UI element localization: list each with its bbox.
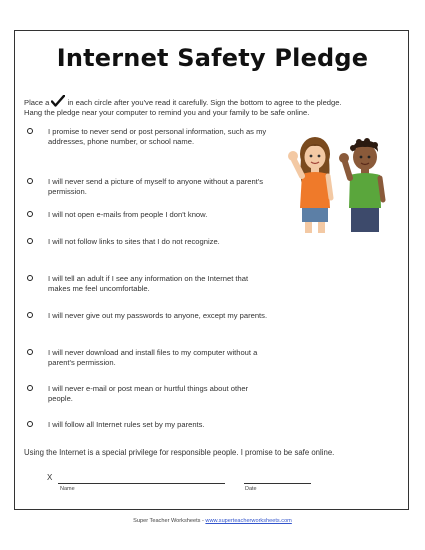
circle-bullet-icon[interactable]: [27, 128, 33, 134]
pledge-text: I promise to never send or post personal information, such as my addresses, phone number, or school name.: [48, 127, 267, 146]
pledge-item-1: [48, 127, 268, 147]
pledge-item-9: [48, 420, 268, 430]
circle-bullet-icon[interactable]: [27, 238, 33, 244]
closing-statement: Using the Internet is a special privilege for responsible people. I promise to be safe online.: [24, 448, 335, 457]
circle-bullet-icon[interactable]: [27, 211, 33, 217]
two-kids-waving-illustration: [285, 130, 395, 235]
credit-link[interactable]: www.superteacherworksheets.com: [205, 518, 292, 524]
pledge-item-4: [48, 237, 268, 247]
circle-bullet-icon[interactable]: [27, 178, 33, 184]
date-signature-line[interactable]: [244, 483, 311, 484]
pledge-text: I will never give out my passwords to anyone, except my parents.: [48, 311, 268, 320]
checkmark-icon: [51, 95, 65, 107]
pledge-text: I will never send a picture of myself to anyone without a parent's permission.: [48, 177, 264, 196]
circle-bullet-icon[interactable]: [27, 312, 33, 318]
instructions-after-check: in each circle after you've read it carefully. Sign the bottom to agree to the pledge.: [67, 98, 342, 107]
instructions-line-2: Hang the pledge near your computer to remind you and your family to be safe online.: [24, 108, 310, 117]
signature-x: X: [47, 473, 53, 482]
pledge-text: I will never e-mail or post mean or hurtful things about other people.: [48, 384, 249, 403]
page-title: Internet Safety Pledge: [56, 44, 369, 72]
circle-bullet-icon[interactable]: [27, 349, 33, 355]
boy-figure: [339, 138, 383, 232]
name-label: Name: [60, 486, 75, 492]
instructions: [24, 95, 399, 118]
pledge-item-5: [48, 274, 268, 294]
credit-text: Super Teacher Worksheets -: [133, 518, 204, 524]
pledge-text: I will not follow links to sites that I do not recognize.: [48, 237, 220, 246]
name-signature-line[interactable]: [58, 483, 225, 484]
pledge-item-7: [48, 348, 268, 368]
date-label: Date: [245, 486, 257, 492]
circle-bullet-icon[interactable]: [27, 385, 33, 391]
pledge-item-3: [48, 210, 268, 220]
pledge-text: I will never download and install files to my computer without a parent's permission.: [48, 348, 258, 367]
footer-credit: [0, 518, 425, 524]
pledge-item-2: [48, 177, 268, 197]
circle-bullet-icon[interactable]: [27, 421, 33, 427]
pledge-text: I will follow all Internet rules set by my parents.: [48, 420, 205, 429]
pledge-text: I will tell an adult if I see any information on the Internet that makes me feel uncomfortable.: [48, 274, 249, 293]
circle-bullet-icon[interactable]: [27, 275, 33, 281]
pledge-text: I will not open e-mails from people I don't know.: [48, 210, 208, 219]
pledge-item-6: [48, 311, 268, 321]
pledge-item-8: [48, 384, 268, 404]
instructions-before-check: Place a: [24, 98, 50, 107]
girl-figure: [288, 137, 331, 233]
